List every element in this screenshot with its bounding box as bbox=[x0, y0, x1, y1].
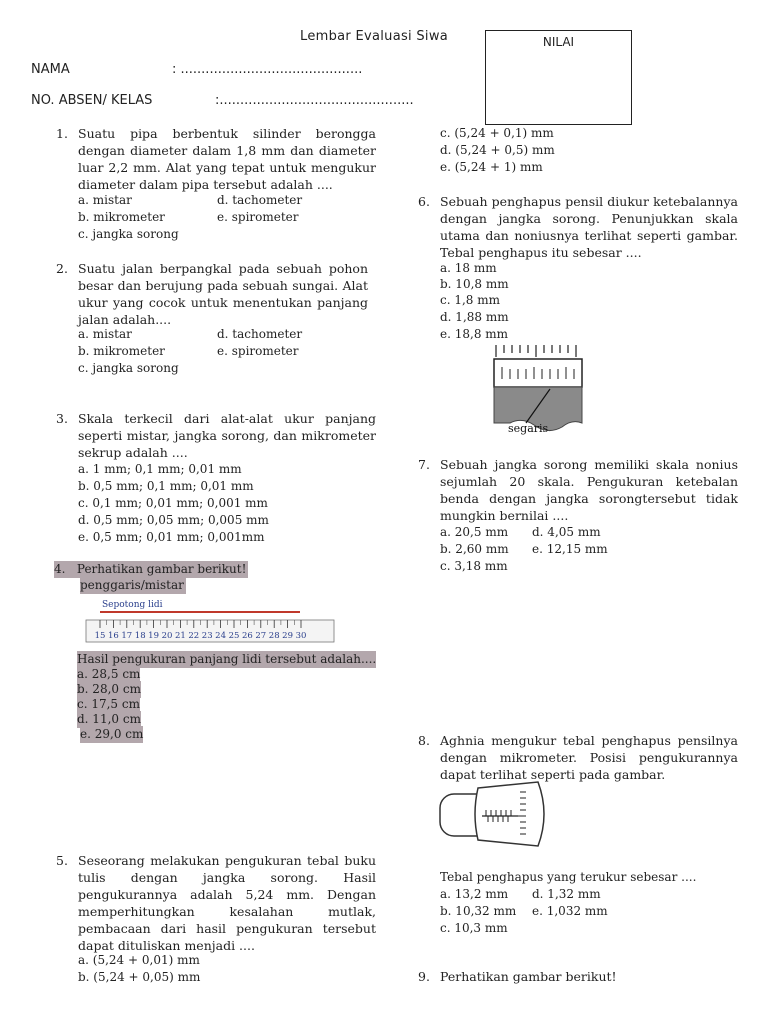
option[interactable]: e. 12,15 mm bbox=[532, 542, 608, 556]
option[interactable]: d. tachometer bbox=[217, 327, 303, 341]
ruler-tick-label: 30 bbox=[295, 631, 307, 641]
caliper-figure bbox=[488, 343, 588, 435]
figure-caption: Sepotong lidi bbox=[102, 600, 163, 610]
ruler-tick-label: 16 bbox=[107, 631, 119, 641]
option[interactable]: a. 28,5 cm bbox=[77, 667, 141, 681]
option[interactable]: d. tachometer bbox=[217, 193, 303, 207]
option[interactable]: b. mikrometer bbox=[78, 344, 165, 358]
question-4-prompt: Hasil pengukuran panjang lidi tersebut adalah.... bbox=[77, 652, 377, 666]
question-1 bbox=[56, 125, 376, 193]
question-text: Perhatikan gambar berikut! bbox=[440, 969, 617, 984]
question-number: 5. bbox=[56, 853, 68, 868]
ruler-tick-label: 20 bbox=[161, 631, 173, 641]
ruler-figure bbox=[80, 596, 340, 648]
option[interactable]: c. 0,1 mm; 0,01 mm; 0,001 mm bbox=[78, 496, 268, 510]
question-number: 2. bbox=[56, 261, 68, 276]
ruler-tick-label: 21 bbox=[174, 631, 186, 641]
option[interactable]: c. 1,8 mm bbox=[440, 293, 501, 307]
vernier-slide bbox=[494, 359, 582, 387]
option[interactable]: e. (5,24 + 1) mm bbox=[440, 160, 543, 174]
option[interactable]: e. 1,032 mm bbox=[532, 904, 608, 918]
page-title: Lembar Evaluasi Siwa bbox=[300, 29, 449, 44]
option[interactable]: b. 10,32 mm bbox=[440, 904, 517, 918]
question-number: 9. bbox=[418, 969, 430, 984]
question-5 bbox=[56, 852, 376, 954]
option[interactable]: d. (5,24 + 0,5) mm bbox=[440, 143, 555, 157]
absen-class-field[interactable]: :............................................... bbox=[215, 93, 414, 108]
question-text: Seseorang melakukan pengukuran tebal buku tulis dengan jangka sorong. Hasil pengukurannya adalah 5,24 mm. Dengan memperhitungkan kesalahan mutlak, pembacaan dari hasil pengukuran tersebut dapat dituliskan menjadi .... bbox=[78, 853, 376, 953]
option[interactable]: a. 18 mm bbox=[440, 261, 497, 275]
ruler-tick-label: 25 bbox=[228, 631, 240, 641]
figure-subtitle: penggaris/mistar bbox=[80, 578, 184, 592]
name-label: NAMA bbox=[31, 62, 70, 77]
score-label: NILAI bbox=[542, 35, 575, 49]
ruler-tick-label: 23 bbox=[201, 631, 213, 641]
option[interactable]: b. 28,0 cm bbox=[77, 682, 141, 696]
question-7 bbox=[418, 456, 738, 524]
question-4 bbox=[54, 561, 248, 578]
option[interactable]: c. (5,24 + 0,1) mm bbox=[440, 126, 554, 140]
option[interactable]: e. 29,0 cm bbox=[80, 727, 144, 741]
question-number: 6. bbox=[418, 194, 430, 209]
score-box bbox=[485, 30, 632, 125]
ruler-tick-label: 15 bbox=[94, 631, 106, 641]
option[interactable]: a. mistar bbox=[78, 193, 132, 207]
option[interactable]: d. 1,32 mm bbox=[532, 887, 601, 901]
option[interactable]: e. spirometer bbox=[217, 344, 299, 358]
ruler-tick-label: 22 bbox=[188, 631, 200, 641]
option[interactable]: c. jangka sorong bbox=[78, 227, 179, 241]
option[interactable]: d. 0,5 mm; 0,05 mm; 0,005 mm bbox=[78, 513, 269, 527]
question-2 bbox=[56, 260, 368, 328]
option[interactable]: e. spirometer bbox=[217, 210, 299, 224]
option[interactable]: a. mistar bbox=[78, 327, 132, 341]
option[interactable]: c. 3,18 mm bbox=[440, 559, 508, 573]
option[interactable]: c. jangka sorong bbox=[78, 361, 179, 375]
question-text: Suatu pipa berbentuk silinder berongga dengan diameter dalam 1,8 mm dan diameter luar 2,2 mm. Alat yang tepat untuk mengukur diameter dalam pipa tersebut adalah .... bbox=[78, 126, 376, 192]
question-text: Sebuah jangka sorong memiliki skala nonius sejumlah 20 skala. Pengukuran ketebalan benda dengan jangka sorongtersebut tidak mungkin bernilai .... bbox=[440, 457, 738, 523]
ruler-tick-label: 18 bbox=[134, 631, 146, 641]
option[interactable]: b. (5,24 + 0,05) mm bbox=[78, 970, 201, 984]
question-number: 7. bbox=[418, 457, 430, 472]
option[interactable]: b. 2,60 mm bbox=[440, 542, 509, 556]
option[interactable]: e. 0,5 mm; 0,01 mm; 0,001mm bbox=[78, 530, 265, 544]
option[interactable]: b. 0,5 mm; 0,1 mm; 0,01 mm bbox=[78, 479, 254, 493]
question-text: Aghnia mengukur tebal penghapus pensilnya dengan mikrometer. Posisi pengukurannya dapat terlihat seperti pada gambar. bbox=[440, 733, 738, 782]
ruler-tick-label: 17 bbox=[121, 631, 133, 641]
question-3 bbox=[56, 410, 376, 461]
option[interactable]: a. 20,5 mm bbox=[440, 525, 509, 539]
ruler-tick-label: 28 bbox=[268, 631, 280, 641]
option[interactable]: d. 4,05 mm bbox=[532, 525, 601, 539]
option[interactable]: d. 1,88 mm bbox=[440, 310, 509, 324]
ruler-tick-label: 27 bbox=[255, 631, 267, 641]
question-text: Suatu jalan berpangkal pada sebuah pohon besar dan berujung pada sebuah sungai. Alat ukur yang cocok untuk menentukan panjang jalan adalah.... bbox=[78, 261, 368, 327]
question-8 bbox=[418, 732, 738, 783]
ruler-tick-label: 19 bbox=[148, 631, 160, 641]
ruler-tick-label: 24 bbox=[215, 631, 227, 641]
option[interactable]: c. 17,5 cm bbox=[77, 697, 140, 711]
option[interactable]: b. 10,8 mm bbox=[440, 277, 509, 291]
question-number: 1. bbox=[56, 126, 68, 141]
question-text: Skala terkecil dari alat-alat ukur panjang seperti mistar, jangka sorong, dan mikrometer sekrup adalah .... bbox=[78, 411, 376, 460]
question-text: Perhatikan gambar berikut! bbox=[76, 562, 247, 576]
question-9 bbox=[418, 968, 738, 985]
name-field[interactable]: : ............................................ bbox=[172, 62, 363, 77]
ruler-tick-label: 29 bbox=[282, 631, 294, 641]
option[interactable]: a. 13,2 mm bbox=[440, 887, 509, 901]
question-number: 3. bbox=[56, 411, 68, 426]
option[interactable]: d. 11,0 cm bbox=[77, 712, 141, 726]
question-text: Sebuah penghapus pensil diukur ketebalannya dengan jangka sorong. Penunjukkan skala utama dan noniusnya terlihat seperti gambar. Tebal penghapus itu sebesar .... bbox=[440, 194, 738, 260]
option[interactable]: b. mikrometer bbox=[78, 210, 165, 224]
absen-class-label: NO. ABSEN/ KELAS bbox=[31, 93, 153, 108]
option[interactable]: a. 1 mm; 0,1 mm; 0,01 mm bbox=[78, 462, 242, 476]
micrometer-figure bbox=[438, 780, 553, 850]
question-number: 4. bbox=[54, 562, 66, 576]
ruler-tick-label: 26 bbox=[241, 631, 253, 641]
option[interactable]: c. 10,3 mm bbox=[440, 921, 508, 935]
question-number: 8. bbox=[418, 733, 430, 748]
main-scale-ticks bbox=[496, 345, 576, 357]
micrometer-thimble bbox=[475, 782, 544, 846]
option[interactable]: a. (5,24 + 0,01) mm bbox=[78, 953, 200, 967]
question-8-prompt: Tebal penghapus yang terukur sebesar .... bbox=[440, 870, 697, 884]
question-6 bbox=[418, 193, 738, 261]
figure-label: segaris bbox=[508, 422, 549, 435]
option[interactable]: e. 18,8 mm bbox=[440, 327, 509, 341]
